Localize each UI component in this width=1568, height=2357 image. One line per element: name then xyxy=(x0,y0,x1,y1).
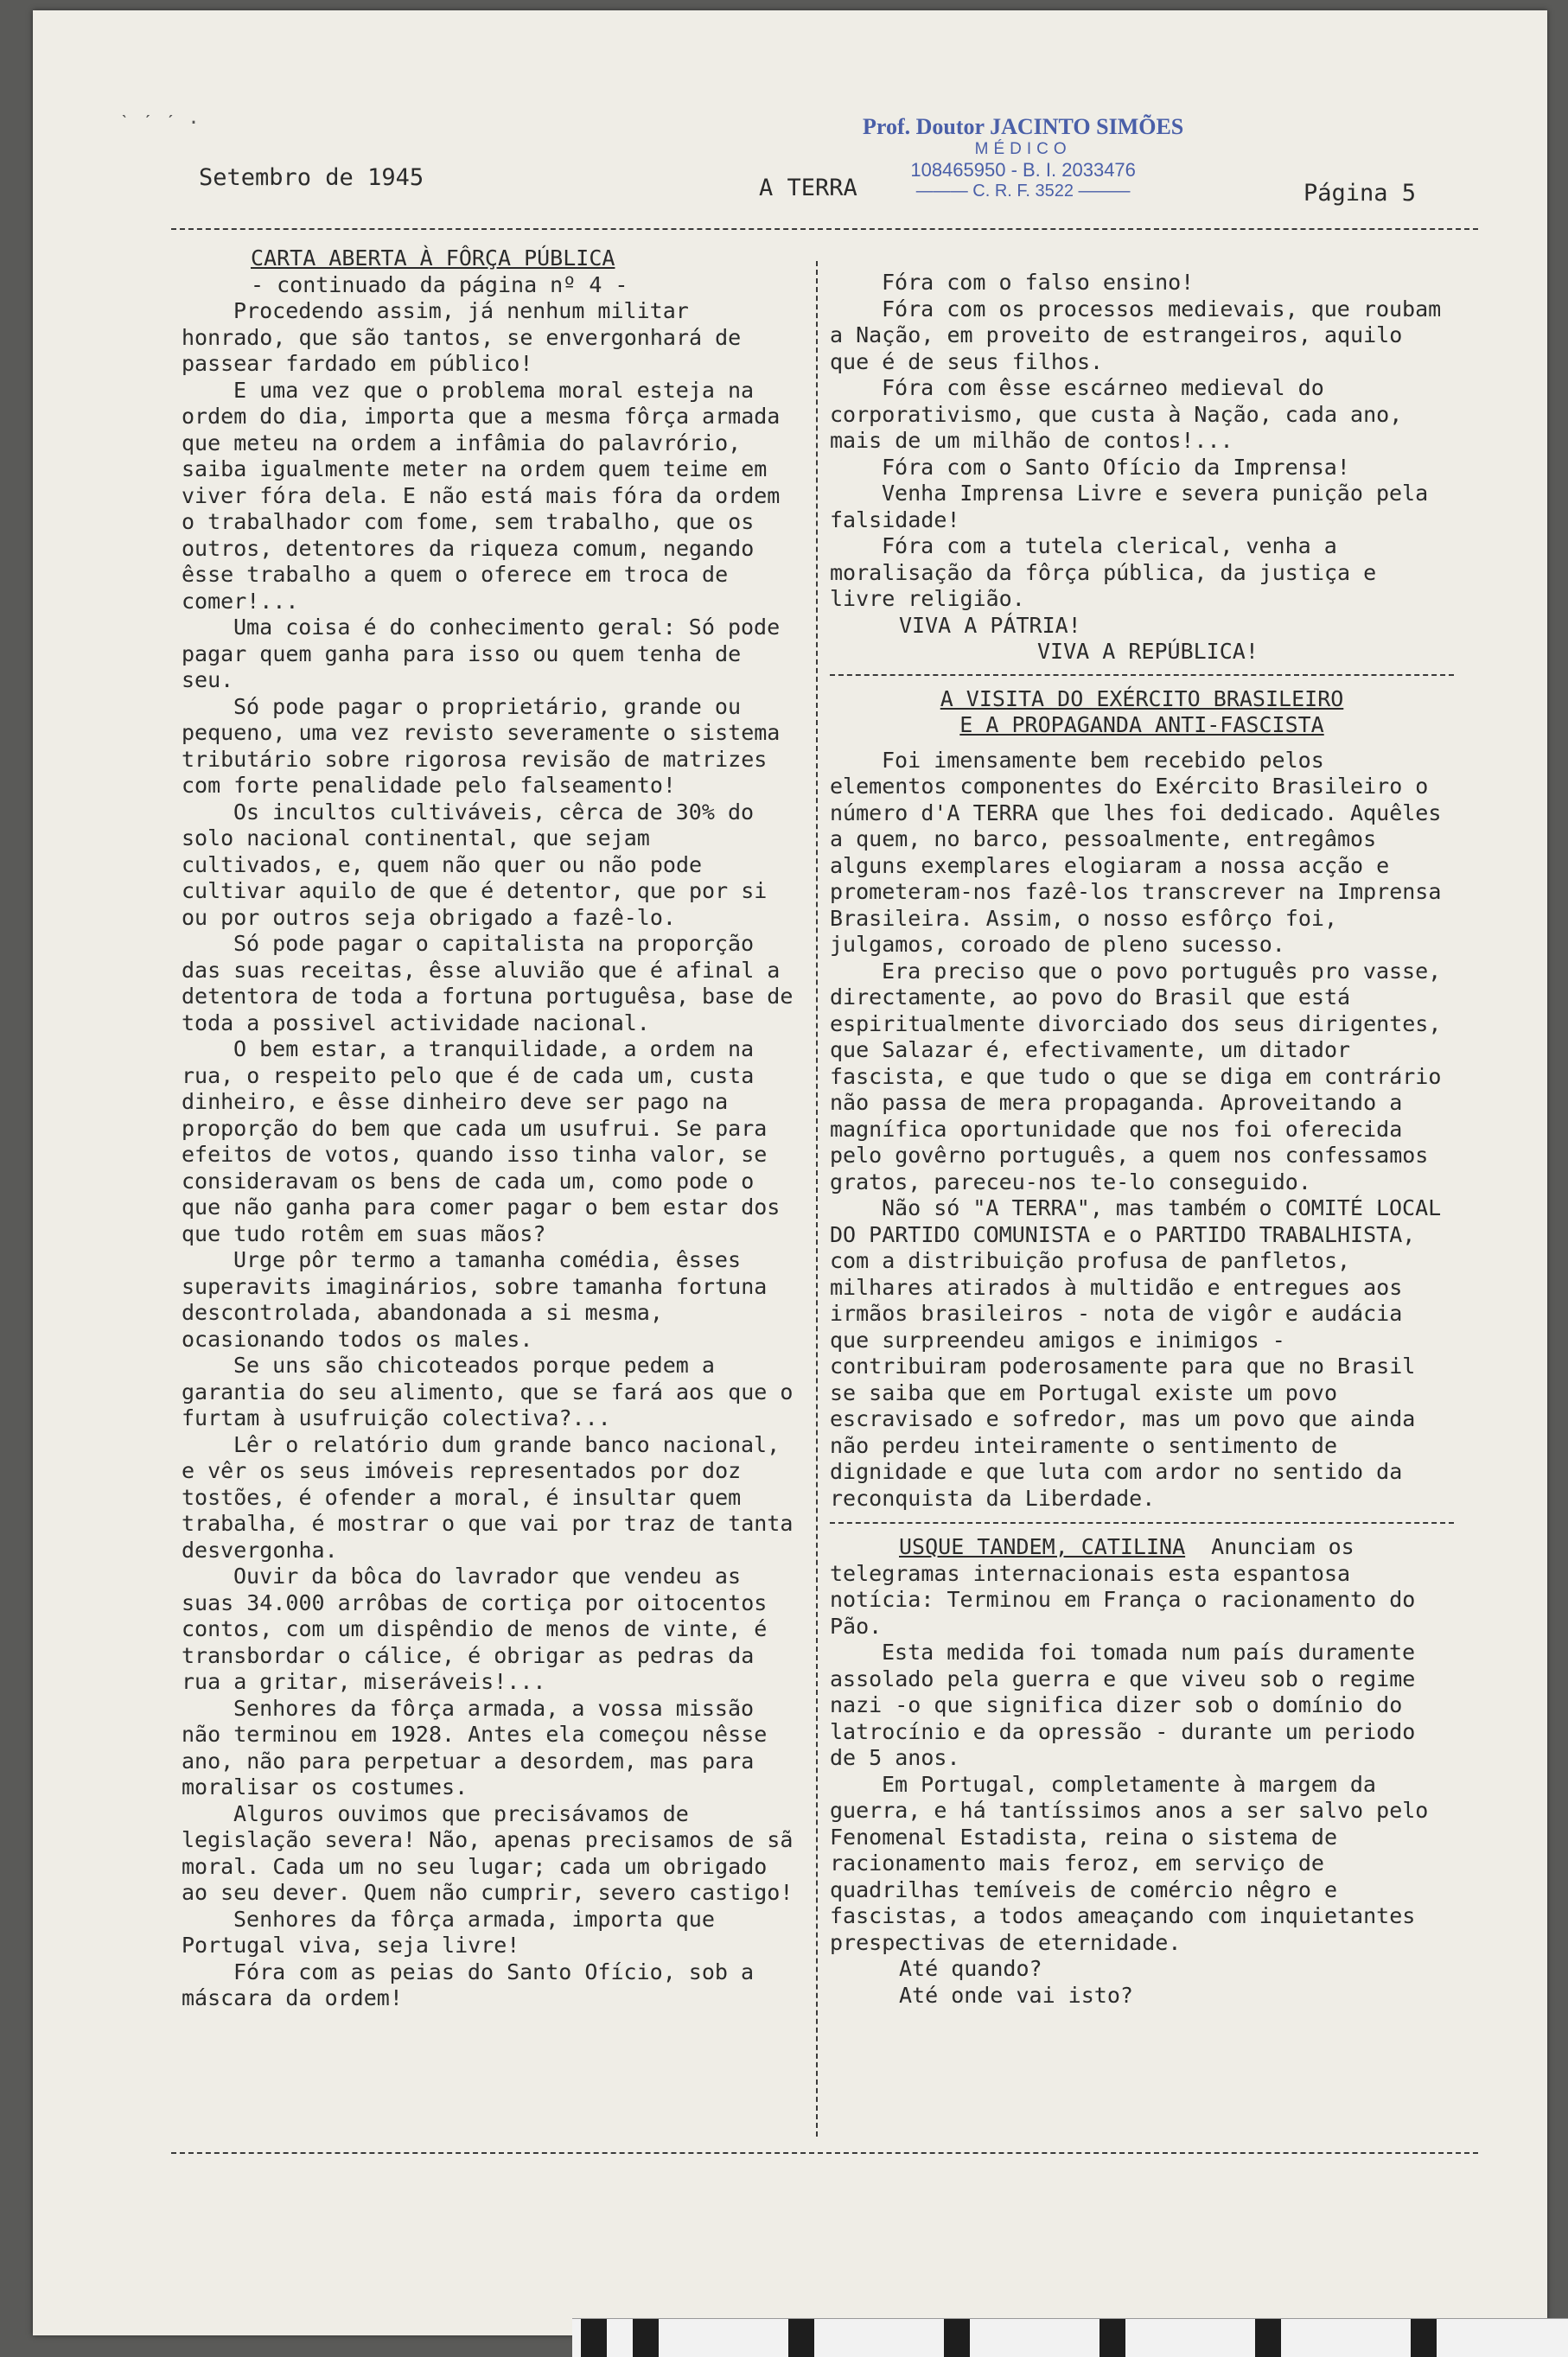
ruler-block xyxy=(633,2319,659,2357)
ruler-block xyxy=(581,2319,607,2357)
paragraph: Fóra com o falso ensino! xyxy=(882,270,1195,295)
paragraph: Fóra com a tutela clerical, venha a moralisação da fôrça pública, da justiça e livre religião. xyxy=(830,533,1377,611)
paragraph: Senhores da fôrça armada, importa que Portugal viva, seja livre! xyxy=(182,1906,715,1958)
ruler-block xyxy=(1100,2319,1125,2357)
article-lead-text: Anunciam os telegramas internacionais esta espantosa notícia: Terminou em França o racionamento do Pão. xyxy=(830,1534,1416,1639)
stamp-ids: 108465950 - B. I. 2033476 xyxy=(910,159,1136,181)
doctor-stamp xyxy=(863,114,1183,201)
paragraph: Venha Imprensa Livre e severa punição pela falsidade! xyxy=(830,481,1429,532)
paragraph: Lêr o relatório dum grande banco nacional, e vêr os seus imóveis representados por doz tostões, é ofender a moral, é insultar quem trabalha, é mostrar o que vai por traz de tanta desvergonha. xyxy=(182,1431,794,1563)
paragraph: Fóra com os processos medievais, que roubam a Nação, em proveito de estrangeiros, aquilo que é de seus filhos. xyxy=(830,296,1442,374)
ruler-block xyxy=(944,2319,970,2357)
paragraph: Urge pôr termo a tamanha comédia, êsses superavits imaginários, sobre tamanha fortuna descontrolada, abandonada a si mesma, ocasionando todos os males. xyxy=(182,1247,768,1352)
cheer-patria: VIVA A PÁTRIA! xyxy=(899,612,1081,638)
paragraph: Era preciso que o povo português pro vasse, directamente, ao povo do Brasil que está espiritualmente divorciado dos seus dirigentes, que Salazar é, efectivamente, um ditador fascista, e que tudo o que se diga em contrário não passa de mera propaganda. Aproveitando a magnífica oportunidade que nos foi oferecida pelo govêrno português, a quem nos confessamos gratos, pareceu-nos te-lo conseguido. xyxy=(830,958,1442,1194)
article-title-visita-line2: E A PROPAGANDA ANTI-FASCISTA xyxy=(959,712,1324,737)
ruler-block xyxy=(1255,2319,1281,2357)
right-column xyxy=(830,270,1454,2009)
paragraph: Até onde vai isto? xyxy=(899,1982,1133,2008)
paragraph: Os incultos cultiváveis, cêrca de 30% do solo nacional continental, que sejam cultivados, e, quem não quer ou não pode cultivar aquilo de que é detentor, que por si ou por outros seja obrigado a fazê-lo. xyxy=(182,799,768,930)
paragraph: Só pode pagar o capitalista na proporção das suas receitas, êsse aluvião que é afinal a detentora de toda a fortuna portuguêsa, base de toda a possivel actividade nacional. xyxy=(182,931,794,1035)
newspaper-page xyxy=(33,10,1547,2335)
paragraph: Fóra com o Santo Ofício da Imprensa! xyxy=(882,454,1350,480)
paragraph: Esta medida foi tomada num país duramente assolado pela guerra e que viveu sob o regime nazi -o que significa dizer sob o domínio do latrocínio e da opressão - durante um periodo de 5 anos. xyxy=(830,1640,1416,1770)
paragraph: Até quando? xyxy=(899,1956,1042,1981)
paragraph: Uma coisa é do conhecimento geral: Só pode pagar quem ganha para isso ou quem tenha de seu. xyxy=(182,615,781,692)
ruler-block xyxy=(788,2319,814,2357)
paragraph: Ouvir da bôca do lavrador que vendeu as suas 34.000 arrôbas de cortiça por oitocentos contos, com um dispêndio de menos de vinte, é transbordar o cálice, é obrigar as pedras da rua a gritar, miseráveis!... xyxy=(182,1564,768,1694)
header-date: Setembro de 1945 xyxy=(199,164,424,191)
paragraph: O bem estar, a tranquilidade, a ordem na rua, o respeito pelo que é de cada um, custa dinheiro, e êsse dinheiro deve ser pago na proporção do bem que cada um usufrui. Se para efeitos de votos, quando isso tinha valor, se consideravam os bens de cada um, como pode o que não ganha para comer pagar o bem estar dos que tudo rotêm em suas mãos? xyxy=(182,1036,781,1246)
footer-divider xyxy=(171,2152,1478,2154)
article-usque-tandem-lead xyxy=(830,1534,1454,1640)
handwritten-marks: ˋ ˊ ˊ · xyxy=(119,112,200,134)
paragraph: E uma vez que o problema moral esteja na ordem do dia, importa que a mesma fôrça armada que meteu na ordem a infâmia do palavrório, saiba igualmente meter na ordem quem teime em viver fóra dela. E não está mais fóra da ordem o trabalhador com fome, sem trabalho, que os outros, detentores da riqueza comum, negando êsse trabalho a quem o oferece em troca de comer!... xyxy=(182,377,781,614)
cheer-republica: VIVA A REPÚBLICA! xyxy=(1037,639,1259,664)
paragraph: Foi imensamente bem recebido pelos elementos componentes do Exército Brasileiro o número d'A TERRA que lhes foi dedicado. Aquêles a quem, no barco, pessoalmente, entregâmos alguns exemplares elogiaram a nossa acção e prometeram-nos fazê-los transcrever na Imprensa Brasileira. Assim, o nosso esfôrço foi, julgamos, coroado de pleno sucesso. xyxy=(830,747,1442,957)
stamp-name: Prof. Doutor JACINTO SIMÕES xyxy=(863,114,1184,139)
scale-ruler xyxy=(572,2318,1568,2357)
stamp-title: MÉDICO xyxy=(974,140,1072,158)
paragraph: Procedendo assim, já nenhum militar honrado, que são tantos, se envergonhará de passear fardado em público! xyxy=(182,298,742,376)
article-title-carta-aberta: CARTA ABERTA À FÔRÇA PÚBLICA xyxy=(251,245,615,271)
article-continuation-note: - continuado da página nº 4 - xyxy=(251,271,628,297)
paragraph: Fóra com as peias do Santo Ofício, sob a máscara da ordem! xyxy=(182,1959,755,2010)
header-page-number: Página 5 xyxy=(1303,180,1417,207)
left-column xyxy=(182,245,806,2012)
article-title-visita-line1: A VISITA DO EXÉRCITO BRASILEIRO xyxy=(940,685,1344,711)
article-divider xyxy=(830,674,1454,676)
article-divider xyxy=(830,1522,1454,1524)
paragraph: Só pode pagar o proprietário, grande ou pequeno, uma vez revisto severamente o sistema tributário sobre rigorosa revisão de matrizes com forte penalidade pelo falseamento! xyxy=(182,693,781,798)
ruler-block xyxy=(1411,2319,1437,2357)
stamp-crf: ——— C. R. F. 3522 ——— xyxy=(915,182,1131,201)
paragraph: Fóra com êsse escárneo medieval do corporativismo, que custa à Nação, cada ano, mais de um milhão de contos!... xyxy=(830,375,1403,453)
paragraph: Se uns são chicoteados porque pedem a garantia do seu alimento, que se fará aos que o furtam à usufruição colectiva?... xyxy=(182,1353,794,1430)
paragraph: Em Portugal, completamente à margem da guerra, e há tantíssimos anos a ser salvo pelo Fenomenal Estadista, reina o sistema de racionamento mais feroz, em serviço de quadrilhas temíveis de comércio nêgro e fascistas, a todos ameaçando com inquietantes prespectivas de eternidade. xyxy=(830,1771,1429,1955)
header-paper-name: A TERRA xyxy=(759,175,857,201)
paragraph: Alguros ouvimos que precisávamos de legislação severa! Não, apenas precisamos de sã moral. Cada um no seu lugar; cada um obrigado ao seu dever. Quem não cumprir, severo castigo! xyxy=(182,1800,794,1905)
paragraph: Senhores da fôrça armada, a vossa missão não terminou em 1928. Antes ela começou nêsse ano, não para perpetuar a desordem, mas para moralisar os costumes. xyxy=(182,1695,768,1800)
column-divider xyxy=(816,261,818,2137)
paragraph: Não só "A TERRA", mas também o COMITÉ LOCAL DO PARTIDO COMUNISTA e o PARTIDO TRABALHISTA, com a distribuição profusa de panfletos, milhares atirados à multidão e entregues aos irmãos brasileiros - nota de vigôr e audácia que surpreendeu amigos e inimigos - contribuiram poderosamente para que no Brasil se saiba que em Portugal existe um povo escravisado e sofredor, mas um povo que ainda não perdeu inteiramente o sentimento de dignidade e que luta com ardor no sentido da reconquista da Liberdade. xyxy=(830,1195,1442,1511)
article-title-usque-tandem: USQUE TANDEM, CATILINA xyxy=(899,1534,1186,1559)
header-divider xyxy=(171,228,1478,230)
